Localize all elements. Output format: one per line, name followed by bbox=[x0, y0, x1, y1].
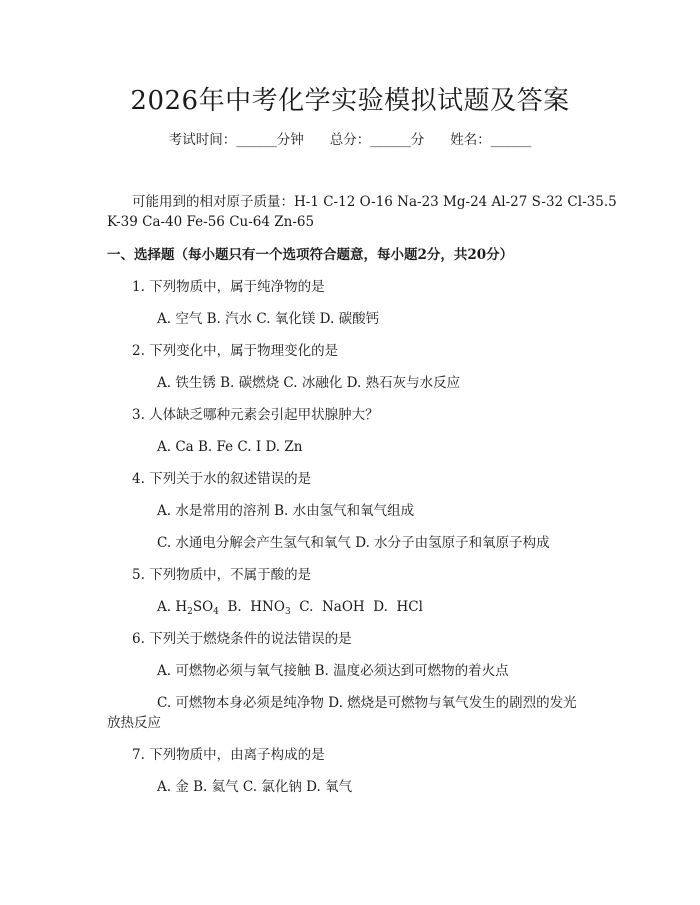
question-3-stem: 3. 人体缺乏哪种元素会引起甲状腺肿大？ bbox=[132, 407, 379, 423]
question-6-options-line-3: 放热反应 bbox=[107, 715, 161, 731]
question-4-stem: 4. 下列关于水的叙述错误的是 bbox=[132, 471, 312, 487]
page-title: 2026年中考化学实验模拟试题及答案 bbox=[130, 86, 570, 116]
question-1-stem: 1. 下列物质中，属于纯净物的是 bbox=[132, 279, 325, 295]
question-4-options-line-1: A. 水是常用的溶剂 B. 水由氢气和氧气组成 bbox=[157, 503, 415, 519]
question-7-options: A. 金 B. 氦气 C. 氯化钠 D. 氧气 bbox=[157, 779, 353, 795]
question-6-options-line-2: C. 可燃物本身必须是纯净物 D. 燃烧是可燃物与氧气发生的剧烈的发光 bbox=[157, 695, 577, 711]
exam-time-field: 考试时间：______分钟 bbox=[168, 132, 304, 148]
total-score-field: 总分：______分 bbox=[329, 132, 425, 148]
question-4-options-line-2: C. 水通电分解会产生氢气和氧气 D. 水分子由氢原子和氧原子构成 bbox=[157, 535, 550, 551]
student-name-field: 姓名：______ bbox=[450, 132, 532, 148]
atomic-mass-line-1: 可能用到的相对原子质量：H-1 C-12 O-16 Na-23 Mg-24 Al-27 S-32 Cl-35.5 bbox=[132, 194, 617, 210]
atomic-mass-line-2: K-39 Ca-40 Fe-56 Cu-64 Zn-65 bbox=[107, 214, 315, 230]
question-3-options: A. Ca B. Fe C. I D. Zn bbox=[157, 439, 303, 455]
question-6-options-line-1: A. 可燃物必须与氧气接触 B. 温度必须达到可燃物的着火点 bbox=[157, 663, 509, 679]
question-7-stem: 7. 下列物质中，由离子构成的是 bbox=[132, 747, 325, 763]
question-5-stem: 5. 下列物质中，不属于酸的是 bbox=[132, 567, 312, 583]
section-heading-choice: 一、选择题（每小题只有一个选项符合题意，每小题2分，共20分） bbox=[107, 247, 514, 263]
exam-info-row bbox=[0, 130, 700, 150]
question-2-stem: 2. 下列变化中，属于物理变化的是 bbox=[132, 343, 339, 359]
question-6-stem: 6. 下列关于燃烧条件的说法错误的是 bbox=[132, 631, 352, 647]
question-2-options: A. 铁生锈 B. 碳燃烧 C. 冰融化 D. 熟石灰与水反应 bbox=[157, 375, 461, 391]
question-5-options: A. $H_2SO_4$ B. $HNO_3$ C. NaOH D. HCl bbox=[157, 599, 423, 617]
question-1-options: A. 空气 B. 汽水 C. 氧化镁 D. 碳酸钙 bbox=[157, 311, 380, 327]
